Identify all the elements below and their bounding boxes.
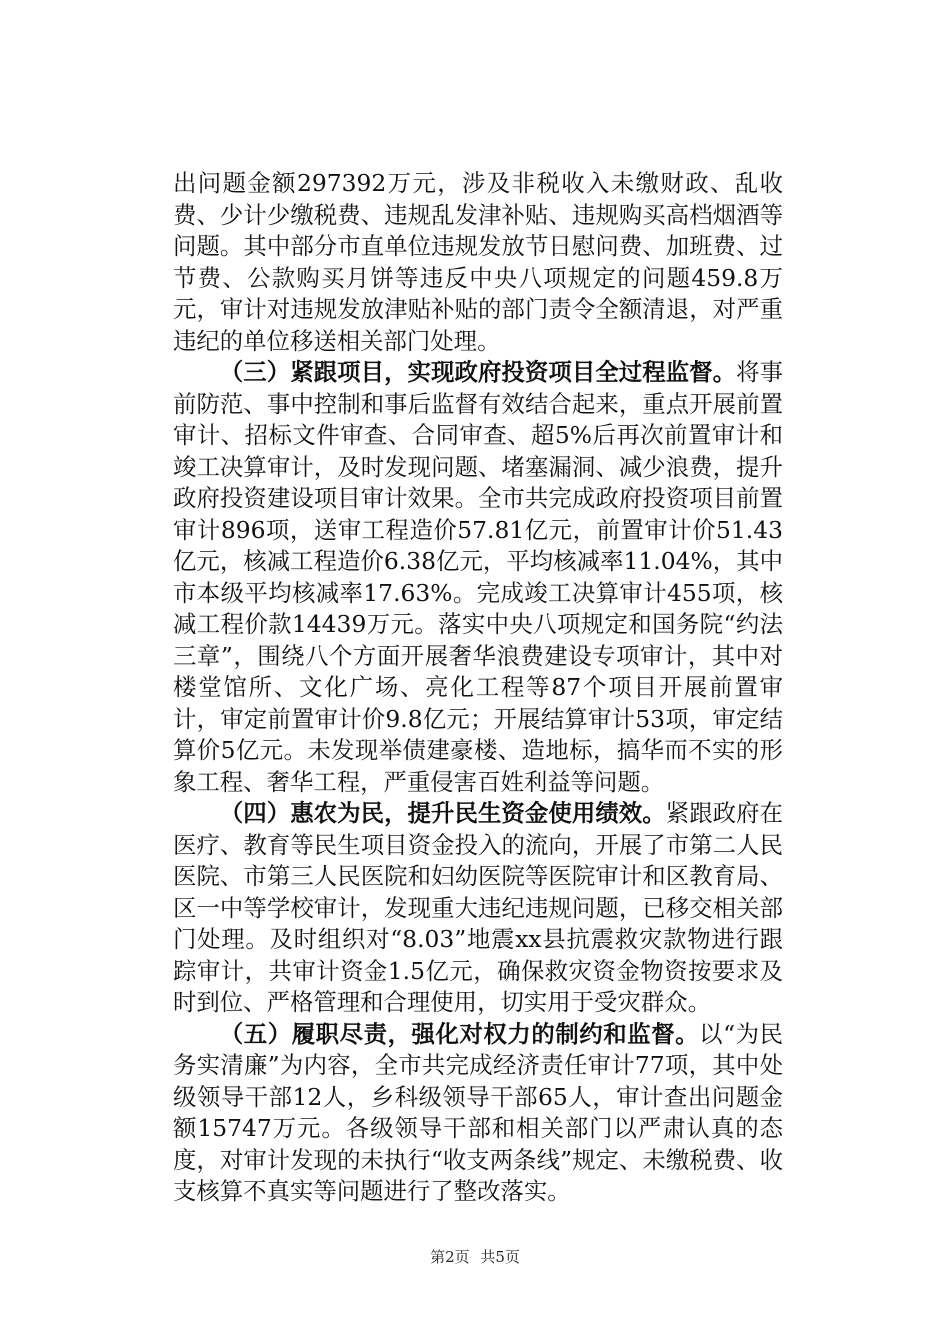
page-total: 共5页: [480, 1248, 520, 1266]
section-heading: （四）惠农为民，提升民生资金使用绩效。: [219, 799, 666, 827]
section-heading: （五）履职尽责，强化对权力的制约和监督。: [219, 1019, 700, 1048]
page-number: 第2页: [430, 1248, 470, 1266]
paragraph-section-4: [173, 798, 783, 1019]
paragraph-text: 将事前防范、事中控制和事后监督有效结合起来，重点开展前置审计、招标文件审查、合同审查、超5%后再次前置审计和竣工决算审计，及时发现问题、堵塞漏洞、减少浪费，提升政府投资建设项目审计效果。全市共完成政府投资项目前置审计896项，送审工程造价57.81亿元，前置审计价51.43亿元，核减工程造价6.38亿元，平均核减率11.04%，其中市本级平均核减率17.63%。完成竣工决算审计455项，核减工程价款14439万元。落实中央八项规定和国务院“约法三章”，围绕八个方面开展奢华浪费建设专项审计，其中对楼堂馆所、文化广场、亮化工程等87个项目开展前置审计，审定前置审计价9.8亿元；开展结算审计53项，审定结算价5亿元。未发现举债建豪楼、造地标，搞华而不实的形象工程、奢华工程，严重侵害百姓利益等问题。: [173, 358, 784, 796]
page-footer: [0, 1246, 950, 1267]
paragraph-text: 出问题金额297392万元，涉及非税收入未缴财政、乱收费、少计少缴税费、违规乱发津补贴、违规购买高档烟酒等问题。其中部分市直单位违规发放节日慰问费、加班费、过节费、公款购买月饼等违反中央八项规定的问题459.8万元，审计对违规发放津贴补贴的部门责令全额清退，对严重违纪的单位移送相关部门处理。: [173, 169, 783, 355]
section-heading: （三）紧跟项目，实现政府投资项目全过程监督。: [219, 358, 737, 386]
document-body: [173, 168, 783, 1208]
paragraph-section-5: [173, 1019, 783, 1208]
paragraph-text: 以“为民务实清廉”为内容，全市共完成经济责任审计77项，其中处级领导干部12人，乡科级领导干部65人，审计查出问题金额15747万元。各级领导干部和相关部门以严肃认真的态度，对审计发现的未执行“收支两条线”规定、未缴税费、收支核算不真实等问题进行了整改落实。: [173, 1019, 783, 1205]
paragraph-text: 紧跟政府在医疗、教育等民生项目资金投入的流向，开展了市第二人民医院、市第三人民医院和妇幼医院等医院审计和区教育局、区一中等学校审计，发现重大违纪违规问题，已移交相关部门处理。及时组织对“8.03”地震xx县抗震救灾款物进行跟踪审计，共审计资金1.5亿元，确保救灾资金物资按要求及时到位、严格管理和合理使用，切实用于受灾群众。: [173, 799, 784, 1016]
paragraph-section-3: [173, 357, 783, 798]
paragraph-continuation: [173, 168, 783, 357]
